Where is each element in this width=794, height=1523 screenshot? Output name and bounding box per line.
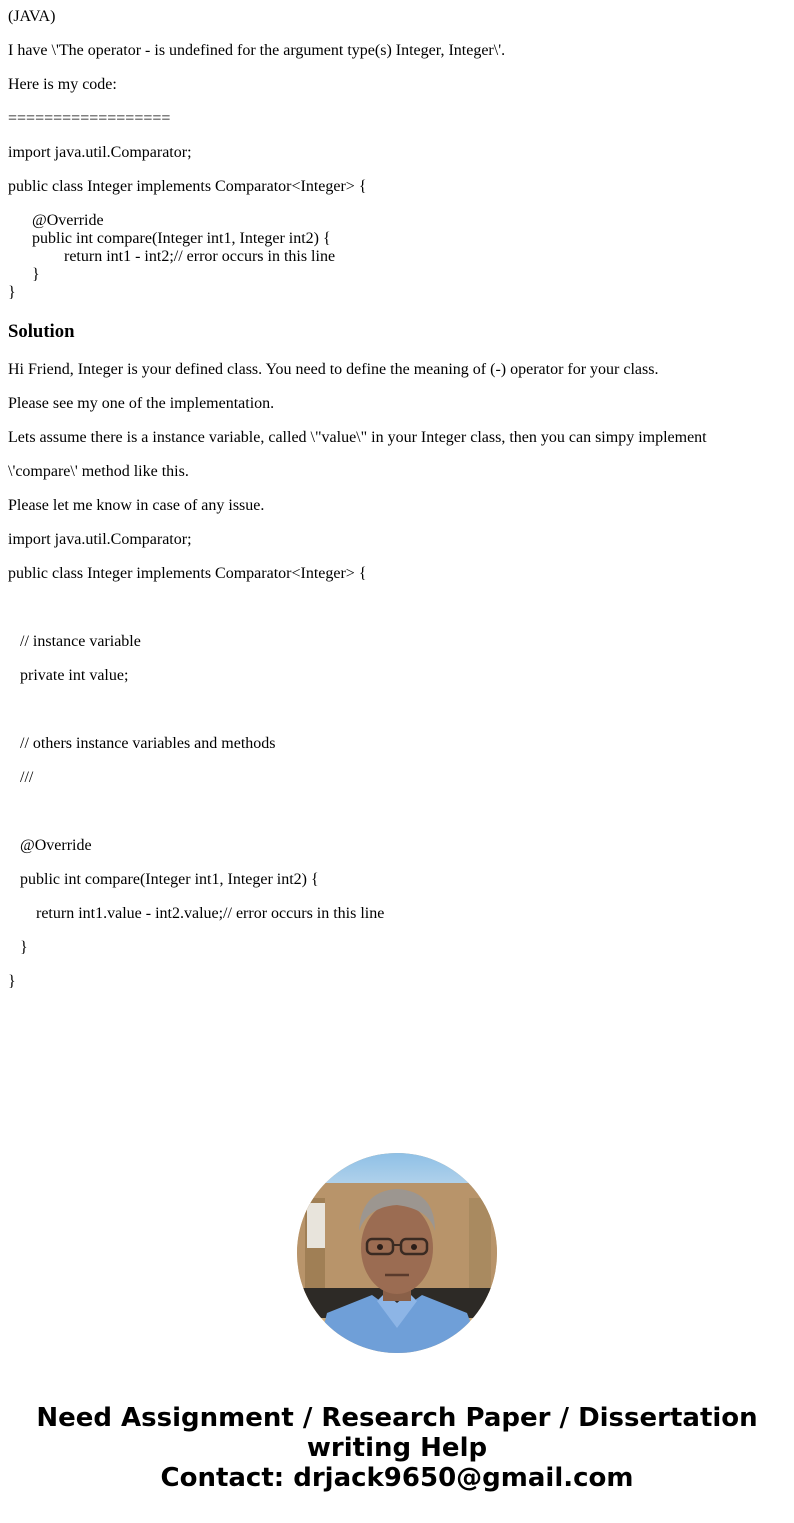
question-code-class-decl: public class Integer implements Comparator<Integer> { (8, 178, 367, 195)
code-line: @Override (20, 212, 104, 229)
banner-line: writing Help (306, 1433, 488, 1463)
contact-email: Contact: drjack9650@gmail.com (160, 1463, 634, 1493)
person-photo-icon (297, 1153, 497, 1353)
code-line: } (8, 284, 16, 301)
code-line: @Override (20, 837, 92, 854)
contact-banner (0, 1403, 794, 1493)
code-line: // others instance variables and methods (20, 735, 276, 752)
solution-paragraph: Please let me know in case of any issue. (8, 497, 265, 514)
avatar (297, 1153, 497, 1353)
intro-text: Here is my code: (8, 76, 117, 93)
code-line: } (20, 266, 40, 283)
solution-paragraph: Lets assume there is a instance variable, called \"value\" in your Integer class, then you can simpy implement (8, 429, 707, 446)
code-line: } (8, 973, 16, 990)
code-line: public int compare(Integer int1, Integer int2) { (20, 871, 319, 888)
code-line: return int1 - int2;// error occurs in this line (36, 248, 336, 265)
code-line: return int1.value - int2.value;// error occurs in this line (36, 905, 385, 922)
code-line: public class Integer implements Comparator<Integer> { (8, 565, 367, 582)
solution-paragraph: Please see my one of the implementation. (8, 395, 275, 412)
code-line: private int value; (20, 667, 129, 684)
code-line: // instance variable (20, 633, 141, 650)
banner-line: Need Assignment / Research Paper / Dissertation (36, 1403, 758, 1433)
language-tag: (JAVA) (8, 8, 56, 25)
code-line: } (20, 939, 28, 956)
solution-heading: Solution (8, 321, 75, 342)
code-line: import java.util.Comparator; (8, 531, 192, 548)
question-code-import: import java.util.Comparator; (8, 144, 192, 161)
solution-paragraph: \'compare\' method like this. (8, 463, 189, 480)
separator: ================== (8, 110, 171, 127)
code-line: /// (20, 769, 34, 786)
solution-paragraph: Hi Friend, Integer is your defined class. You need to define the meaning of (-) operator for your class. (8, 361, 659, 378)
code-line: public int compare(Integer int1, Integer int2) { (20, 230, 331, 247)
error-text: I have \'The operator - is undefined for the argument type(s) Integer, Integer\'. (8, 42, 506, 59)
